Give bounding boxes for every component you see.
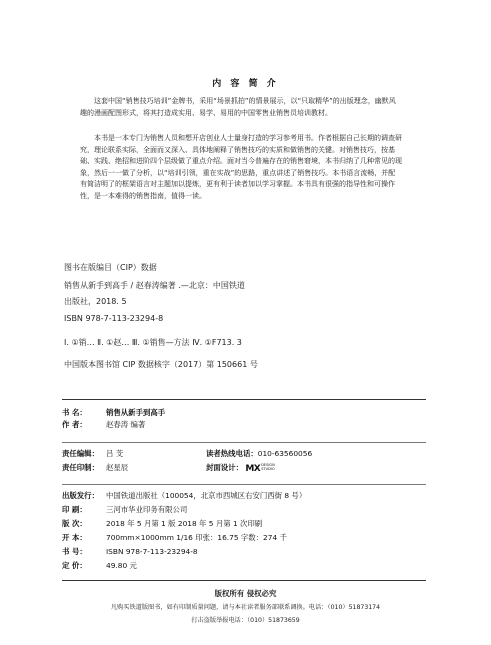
cip-line-3: ISBN 978-7-113-23294-8 [64,314,164,323]
cip-line-1: 销售从新手到高手 / 赵春涛编著 .—北京：中国铁道 [64,281,245,290]
book-title-row [62,407,165,418]
cip-line-5: 中国版本图书馆 CIP 数据核字（2017）第 150661 号 [64,360,258,369]
cip-line-2: 出版社，2018. 5 [64,297,127,306]
price-row [62,560,137,571]
price-label: 定 价： [62,561,87,570]
isbn: ISBN 978-7-113-23294-8 [106,547,198,556]
publisher-label: 出版发行： [62,491,99,500]
intro-paragraph-2: 本书是一本专门为销售人员和想开店创业人士量身打造的学习参考用书。作者根据自己长期的调查研究，理论联系实际，全面而又深入、具体地阐释了销售技巧的实质和做销售的关键。对销售技巧，按基础、实践、绝招和进阶四个层级做了重点介绍。面对当今普遍存在的销售窘境，本书归纳了几种常见的现象，然后一一做了分析，以“培训引领，重在实战”的思路，重点讲述了销售技巧。本书语言流畅，并配有简洁明了的框架语言对主题加以提炼，更有利于读者加以学习掌握。本书具有很强的指导性和可操作性，是一本难得的销售指南，值得一读。 [80,134,402,200]
printer-name: 赵星辰 [106,463,129,472]
book-author-label: 作 者： [62,420,87,429]
print-label: 印 刷： [62,505,87,514]
cover-design-row [206,462,275,475]
book-title-label: 书 名： [62,408,87,417]
printer-row [62,462,128,473]
copyright-notice: 版权所有 侵权必究 [214,589,277,598]
hotline-number: 010-63560056 [257,449,313,458]
service-notice: 凡购买铁道版图书，如有印制质量问题，请与本社读者服务部联系调换。电话：（010）51873174 [110,604,381,611]
edition-row [62,518,262,529]
editor-row [62,448,123,459]
mx-design-logo: MX [245,464,261,474]
price: 49.80 元 [106,561,137,570]
editor-label: 责任编辑： [62,449,99,458]
editor-name: 吕 芠 [106,449,124,458]
isbn-row [62,546,198,557]
cip-heading: 图书在版编目（CIP）数据 [64,263,157,272]
publisher-row [62,490,306,501]
printer-label: 责任印制： [62,463,99,472]
divider [62,442,426,443]
edition-label: 版 次： [62,519,87,528]
book-author-row [62,419,145,430]
hotline-label: 读者热线电话： [206,449,258,458]
intro-title: 内 容 简 介 [212,79,279,89]
print-company: 三河市华业印务有限公司 [106,505,188,514]
piracy-report: 打击盗版举报电话：（010）51873659 [191,617,300,624]
book-author: 赵春涛 编著 [106,420,146,429]
print-row [62,504,187,515]
format-row [62,532,287,543]
format: 700mm×1000mm 1/16 印张：16.75 字数：274 千 [106,533,287,542]
mx-design-logo-sub: DESIGN STUDIO [261,463,275,471]
book-title: 销售从新手到高手 [106,408,166,417]
cip-line-4: Ⅰ. ①销… Ⅱ. ①赵… Ⅲ. ①销售—方法 Ⅳ. ①F713. 3 [64,338,242,347]
divider [62,580,426,581]
isbn-label: 书 号： [62,547,87,556]
divider [62,399,426,400]
intro-paragraph-1: 这套中国“销售技巧培训”金牌书，采用“场景抓拍”的情景展示，以“只取精华”的出版理念，幽默风趣的漫画配图形式，将其打造成实用、易学、易用的中国零售业销售员培训教材。 [80,97,396,117]
edition: 2018 年 5 月第 1 版 2018 年 5 月第 1 次印刷 [106,519,263,528]
publisher: 中国铁道出版社（100054，北京市西城区右安门西街 8 号） [106,491,307,500]
hotline-row [206,448,312,459]
cover-design-label: 封面设计： [206,463,243,472]
divider [62,484,426,485]
format-label: 开 本： [62,533,87,542]
